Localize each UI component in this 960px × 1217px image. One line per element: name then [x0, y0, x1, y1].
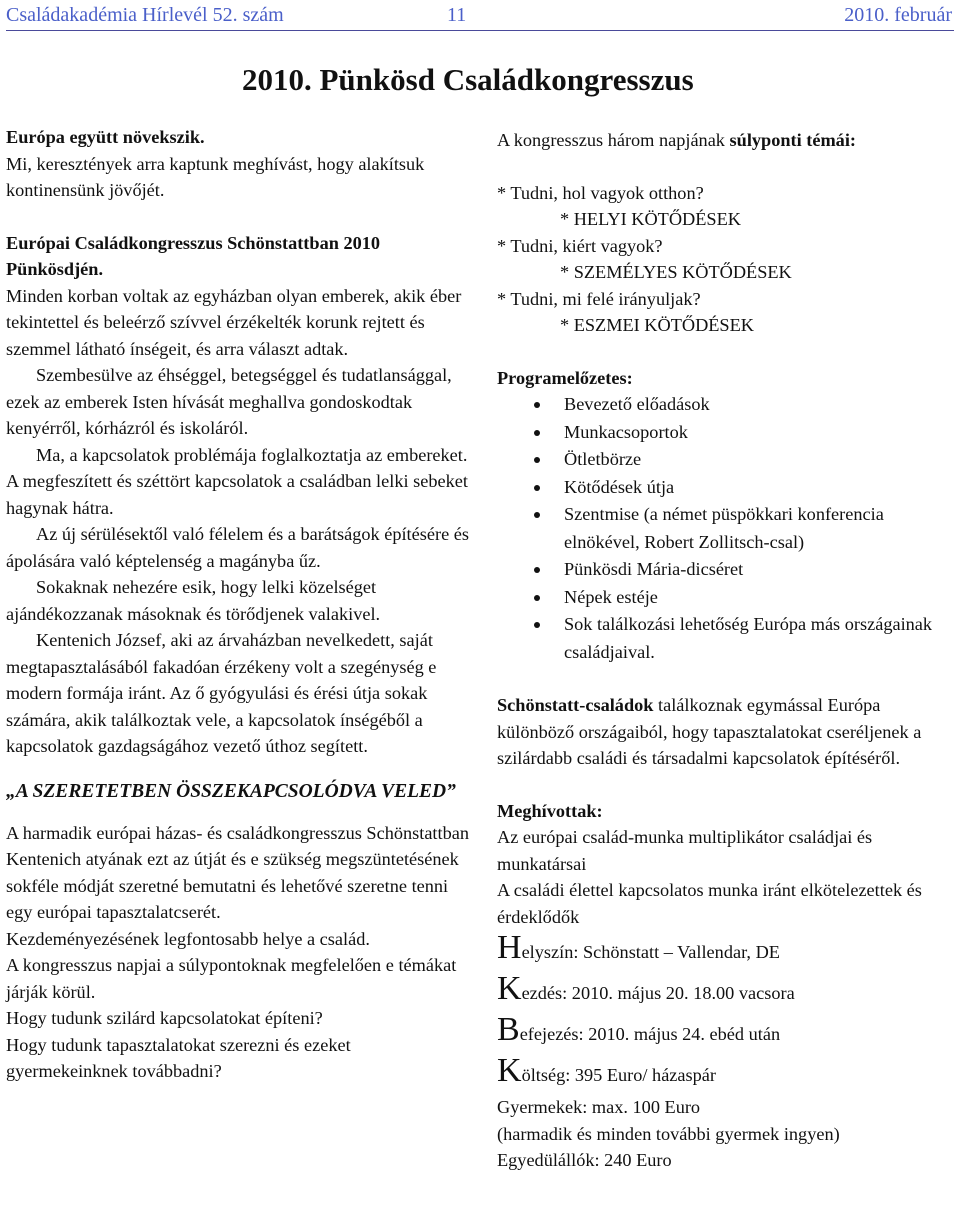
theme-question: * Tudni, hol vagyok otthon?: [497, 182, 704, 203]
program-heading: Programelőzetes:: [497, 367, 633, 388]
list-item: Népek estéje: [497, 584, 959, 612]
list-item: Munkacsoportok: [497, 419, 959, 447]
bullet-icon: [534, 512, 540, 518]
slogan: „A SZERETETBEN ÖSSZEKAPCSOLÓDVA VELED”: [6, 780, 456, 802]
list-item: Sok találkozási lehetőség Európa más országainak családjaival.: [497, 611, 959, 666]
paragraph: Kezdeményezésének legfontosabb helye a család.: [6, 928, 370, 949]
right-column: [497, 127, 959, 1174]
list-item: Pünkösdi Mária-dicséret: [497, 556, 959, 584]
bullet-icon: [534, 595, 540, 601]
bullet-icon: [534, 485, 540, 491]
end-date: Befejezés: 2010. május 24. ebéd után: [497, 1011, 781, 1048]
list-item: Bevezető előadások: [497, 391, 959, 419]
paragraph: Az új sérülésektől való félelem és a barátságok építésére és ápolására való képtelenség a magányba űz.: [6, 524, 469, 571]
start-date: Kezdés: 2010. május 20. 18.00 vacsora: [497, 970, 795, 1007]
bullet-icon: [534, 402, 540, 408]
bullet-icon: [534, 457, 540, 463]
paragraph: Minden korban voltak az egyházban olyan emberek, akik éber tekintettel és beleérző szívvel érzékelték korunk rejtett és szemmel látható ínségeit, és arra választ adtak.: [6, 285, 462, 359]
newsletter-name: Családakadémia Hírlevél 52. szám: [6, 4, 284, 26]
theme-answer: * HELYI KÖTŐDÉSEK: [560, 209, 741, 229]
themes-heading: A kongresszus három napjának súlyponti témái:: [497, 130, 856, 150]
page-title: 2010. Pünkösd Családkongresszus: [242, 62, 694, 97]
bullet-icon: [534, 567, 540, 573]
invited-heading: Meghívottak:: [497, 800, 603, 821]
bullet-icon: [534, 622, 540, 628]
theme-question: * Tudni, mi felé irányuljak?: [497, 288, 701, 309]
list-item: Ötletbörze: [497, 446, 959, 474]
theme-question: * Tudni, kiért vagyok?: [497, 235, 663, 256]
children-note: (harmadik és minden további gyermek ingyen): [497, 1123, 840, 1144]
question: Hogy tudunk tapasztalatokat szerezni és ezeket gyermekeinknek továbbadni?: [6, 1034, 351, 1081]
theme-answer: * SZEMÉLYES KÖTŐDÉSEK: [560, 262, 792, 282]
intro-heading: Európa együtt növekszik.: [6, 127, 205, 147]
families-paragraph: Schönstatt-családok találkoznak egymással Európa különböző országaiból, hogy tapasztalatokat cseréljenek a szilárdabb családi és társadalmi kapcsolatok építéséről.: [497, 695, 922, 768]
issue-date: 2010. február: [844, 4, 952, 26]
paragraph: Kentenich József, aki az árvaházban nevelkedett, saját megtapasztalásából fakadóan érzékeny volt a szegénység e modern formája iránt. Az ő gyógyulási és érési útja sokak számára, akik találkoztak vele, a kapcsolatok ínségéből a kapcsolatok gazdagságához vezető úthoz segített.: [6, 630, 437, 756]
intro-text: Mi, keresztények arra kaptunk meghívást, hogy alakítsuk kontinensünk jövőjét.: [6, 153, 425, 200]
congress-heading: Európai Családkongresszus Schönstattban 2010 Pünkösdjén.: [6, 232, 381, 279]
newsletter-header: [6, 2, 954, 31]
paragraph: Sokaknak nehezére esik, hogy lelki közelséget ajándékozzanak másoknak és törődjenek valakivel.: [6, 577, 381, 624]
list-item: Kötődések útja: [497, 474, 959, 502]
paragraph: A kongresszus napjai a súlypontoknak megfelelően e témákat járják körül.: [6, 955, 457, 1002]
children-cost: Gyermekek: max. 100 Euro: [497, 1097, 701, 1117]
single-cost: Egyedülállók: 240 Euro: [497, 1150, 672, 1170]
page-number: 11: [447, 4, 467, 26]
question: Hogy tudunk szilárd kapcsolatokat építeni?: [6, 1008, 323, 1028]
invited-item: A családi élettel kapcsolatos munka iránt elkötelezettek és érdeklődők: [497, 880, 922, 927]
list-item: Szentmise (a német püspökkari konferencia elnökével, Robert Zollitsch-csal): [497, 501, 959, 556]
paragraph: Ma, a kapcsolatok problémája foglalkoztatja az embereket. A megfeszített és széttört kapcsolatok a családban lelki sebeket hagynak hátra.: [6, 444, 468, 518]
bullet-icon: [534, 430, 540, 436]
left-column: [6, 124, 472, 1085]
venue: Helyszín: Schönstatt – Vallendar, DE: [497, 929, 780, 966]
invited-item: Az európai család-munka multiplikátor családjai és munkatársai: [497, 827, 873, 874]
theme-answer: * ESZMEI KÖTŐDÉSEK: [560, 315, 754, 335]
cost: Költség: 395 Euro/ házaspár: [497, 1052, 716, 1089]
program-list: [497, 391, 959, 666]
paragraph: A harmadik európai házas- és családkongresszus Schönstattban Kentenich atyának ezt az útját és e szükség megszüntetésének sokféle módját szeretné bemutatni és lehetővé szeretne tenni egy európai tapasztalatcserét.: [6, 822, 469, 922]
paragraph: Szembesülve az éhséggel, betegséggel és tudatlansággal, ezek az emberek Isten hívását meghallva gondoskodtak kenyérről, kórházról és iskoláról.: [6, 365, 452, 438]
